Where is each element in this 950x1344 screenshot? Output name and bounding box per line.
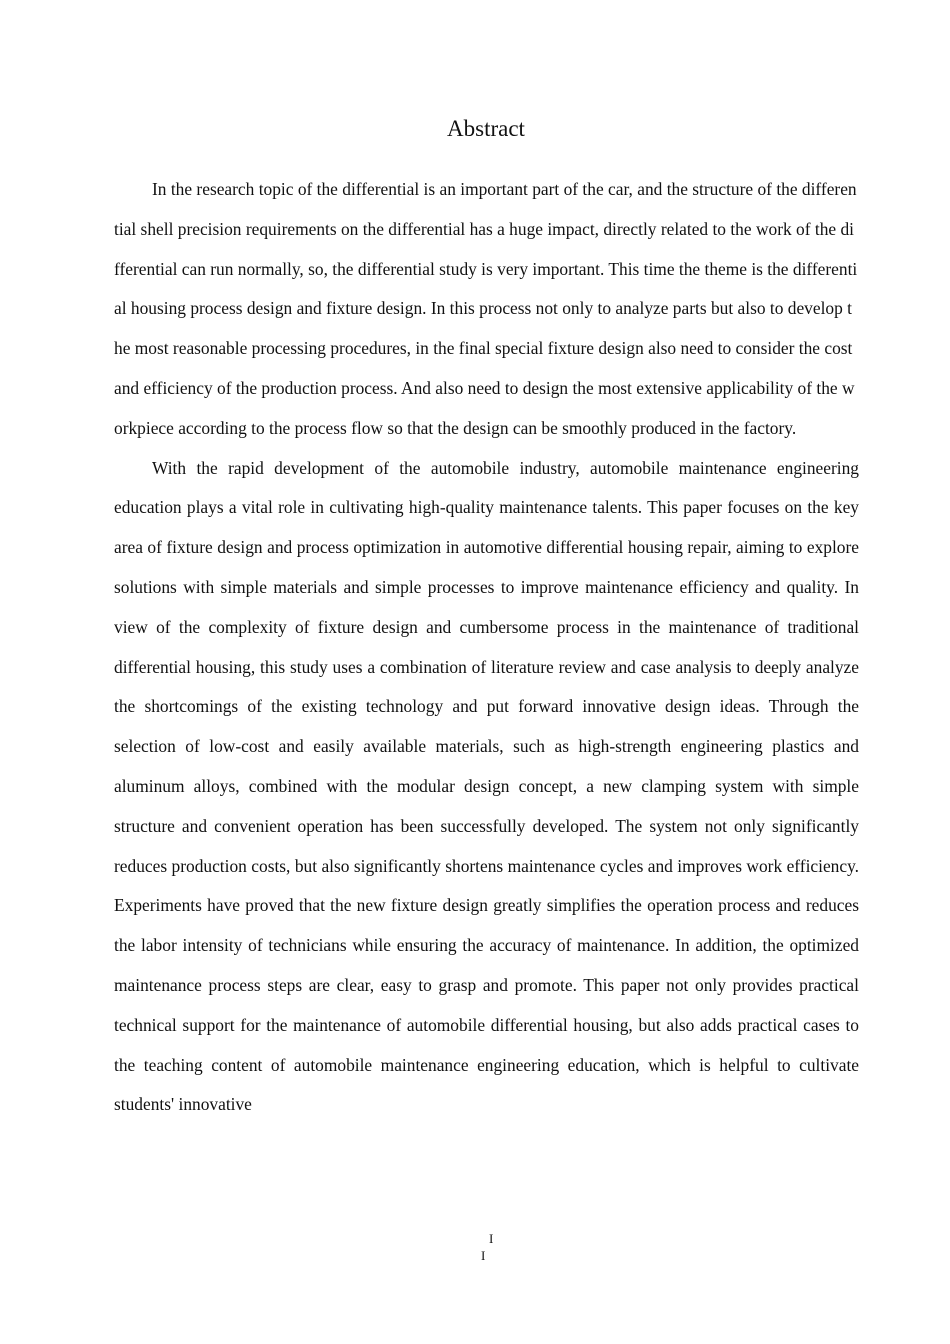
page-number-lower: I: [481, 1248, 486, 1263]
abstract-paragraph-2: With the rapid development of the automobile industry, automobile maintenance engineering education plays a vital role in cultivating high-quality maintenance talents. This paper focuses on the key area of fixture design and process optimization in automotive differential housing repair, aiming to explore solutions with simple materials and simple processes to improve maintenance efficiency and quality. In view of the complexity of fixture design and cumbersome process in the maintenance of traditional differential housing, this study uses a combination of literature review and case analysis to deeply analyze the shortcomings of the existing technology and put forward innovative design ideas. Through the selection of low-cost and easily available materials, such as high-strength engineering plastics and aluminum alloys, combined with the modular design concept, a new clamping system with simple structure and convenient operation has been successfully developed. The system not only significantly reduces production costs, but also significantly shortens maintenance cycles and improves work efficiency. Experiments have proved that the new fixture design greatly simplifies the operation process and reduces the labor intensity of technicians while ensuring the accuracy of maintenance. In addition, the optimized maintenance process steps are clear, easy to grasp and promote. This paper not only provides practical technical support for the maintenance of automobile differential housing, but also adds practical cases to the teaching content of automobile maintenance engineering education, which is helpful to cultivate students' innovative: [114, 457, 859, 1115]
abstract-title: Abstract: [447, 116, 525, 141]
abstract-body: [114, 170, 859, 1125]
abstract-paragraph-1: In the research topic of the differential is an important part of the car, and the structure of the differential shell precision requirements on the differential has a huge impact, directly related to the work of the differential can run normally, so, the differential study is very important. This time the theme is the differential housing process design and fixture design. In this process not only to analyze parts but also to develop the most reasonable processing procedures, in the final special fixture design also need to consider the cost and efficiency of the production process. And also need to design the most extensive applicability of the workpiece according to the process flow so that the design can be smoothly produced in the factory.: [114, 179, 858, 438]
page-number-upper: I: [489, 1231, 494, 1246]
